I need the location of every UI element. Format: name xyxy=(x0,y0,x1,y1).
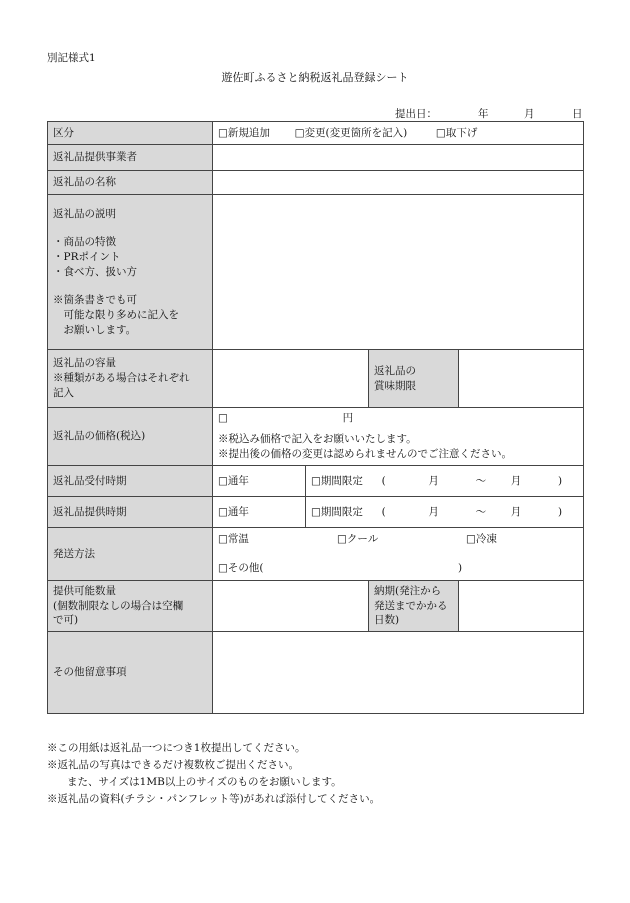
description-row xyxy=(48,195,584,350)
date-day-label: 日 xyxy=(572,108,583,120)
product-name-field[interactable] xyxy=(213,171,584,195)
quantity-row xyxy=(48,581,584,632)
supply-tilde: ～ xyxy=(475,505,487,518)
shipping-options xyxy=(213,528,584,581)
acceptance-period-row xyxy=(48,466,584,497)
price-label: 返礼品の価格(税込) xyxy=(48,408,213,466)
acceptance-limited-cell xyxy=(306,466,584,497)
supply-year-round-checkbox[interactable]: □通年 xyxy=(213,497,306,528)
quantity-label xyxy=(48,581,213,632)
remarks-field[interactable] xyxy=(213,632,584,714)
lead-time-label-line: 納期(発注から xyxy=(374,584,442,597)
category-options xyxy=(213,122,584,145)
date-year-label: 年 xyxy=(478,108,489,120)
description-label-line: ※箇条書きでも可 xyxy=(53,294,137,307)
provider-label: 返礼品提供事業者 xyxy=(48,145,213,171)
shipping-frozen-checkbox[interactable]: □冷凍 xyxy=(466,533,497,545)
price-yen-unit: 円 xyxy=(342,412,354,425)
quantity-label-line: で可) xyxy=(53,614,79,627)
price-row xyxy=(48,408,584,466)
supply-limited-cell xyxy=(306,497,584,528)
capacity-label-line: 記入 xyxy=(53,386,74,399)
note-one-sheet-per-item: ※この用紙は返礼品一つにつき1枚提出してください。 xyxy=(47,742,306,754)
description-label-line: 返礼品の説明 xyxy=(53,207,116,220)
category-new-checkbox[interactable]: □新規追加 xyxy=(218,126,270,139)
acceptance-paren-open: ( xyxy=(381,474,386,487)
supply-start-month: 月 xyxy=(428,505,439,518)
quantity-label-line: (個数制限なしの場合は空欄 xyxy=(53,599,184,612)
price-checkbox[interactable]: □ xyxy=(218,412,228,425)
quantity-label-line: 提供可能数量 xyxy=(53,584,116,597)
product-name-row xyxy=(48,171,584,195)
supply-period-row xyxy=(48,497,584,528)
product-name-label: 返礼品の名称 xyxy=(48,171,213,195)
acceptance-end-month: 月 xyxy=(510,474,522,487)
description-label-line: お願いします。 xyxy=(53,323,137,336)
lead-time-field[interactable] xyxy=(459,581,584,632)
supply-limited-checkbox[interactable]: □期間限定 xyxy=(311,505,363,518)
lead-time-label xyxy=(369,581,459,632)
expiry-label xyxy=(369,350,459,408)
price-field xyxy=(213,408,584,466)
provider-row xyxy=(48,145,584,171)
shipping-other-checkbox[interactable]: □その他( xyxy=(218,562,264,574)
category-label: 区分 xyxy=(48,122,213,145)
note-photo-size: また、サイズは1MB以上のサイズのものをお願いします。 xyxy=(67,776,342,788)
shipping-row xyxy=(48,528,584,581)
capacity-label-line: ※種類がある場合はそれぞれ xyxy=(53,372,190,385)
lead-time-label-line: 発送までかかる xyxy=(374,599,448,612)
expiry-label-line: 返礼品の xyxy=(374,364,416,377)
expiry-field[interactable] xyxy=(459,350,584,408)
shipping-other-close: ) xyxy=(458,562,463,574)
note-attach-materials: ※返礼品の資料(チラシ・パンフレット等)があれば添付してください。 xyxy=(47,793,381,805)
acceptance-limited-checkbox[interactable]: □期間限定 xyxy=(311,474,363,487)
acceptance-start-month: 月 xyxy=(428,474,439,487)
acceptance-tilde: ～ xyxy=(475,474,487,487)
description-label-line: ・PRポイント xyxy=(53,250,121,263)
description-label-line: ・食べ方、扱い方 xyxy=(53,265,137,278)
note-multiple-photos: ※返礼品の写真はできるだけ複数枚ご提出ください。 xyxy=(47,759,299,771)
capacity-label xyxy=(48,350,213,408)
acceptance-period-label: 返礼品受付時期 xyxy=(48,466,213,497)
shipping-room-temp-checkbox[interactable]: □常温 xyxy=(218,533,249,545)
category-withdraw-checkbox[interactable]: □取下げ xyxy=(435,126,478,139)
price-note-change: ※提出後の価格の変更は認められませんのでご注意ください。 xyxy=(218,447,512,460)
capacity-row xyxy=(48,350,584,408)
description-label-line: 可能な限り多めに記入を xyxy=(53,309,179,322)
submission-date-label: 提出日： xyxy=(395,108,437,120)
description-label-line: ・商品の特徴 xyxy=(53,236,116,249)
price-note-tax: ※税込み価格で記入をお願いいたします。 xyxy=(218,433,417,446)
lead-time-label-line: 日数) xyxy=(374,614,400,627)
shipping-label: 発送方法 xyxy=(48,528,213,581)
document-title: 遊佐町ふるさと納税返礼品登録シート xyxy=(221,71,409,84)
shipping-cool-checkbox[interactable]: □クール xyxy=(337,533,379,545)
footer-notes xyxy=(47,740,380,808)
quantity-field[interactable] xyxy=(213,581,369,632)
expiry-label-line: 賞味期限 xyxy=(374,379,416,392)
supply-paren-open: ( xyxy=(381,505,386,518)
description-label xyxy=(48,195,213,350)
capacity-label-line: 返礼品の容量 xyxy=(53,357,116,370)
supply-end-month: 月 xyxy=(510,505,522,518)
capacity-field[interactable] xyxy=(213,350,369,408)
form-number-label: 別記様式1 xyxy=(47,52,96,64)
acceptance-paren-close: ) xyxy=(557,474,563,487)
remarks-row xyxy=(48,632,584,714)
supply-period-label: 返礼品提供時期 xyxy=(48,497,213,528)
description-field[interactable] xyxy=(213,195,584,350)
category-change-checkbox[interactable]: □変更(変更箇所を記入) xyxy=(294,126,408,139)
remarks-label: その他留意事項 xyxy=(48,632,213,714)
date-month-label: 月 xyxy=(524,108,535,120)
category-row xyxy=(48,122,584,145)
registration-form-table xyxy=(47,121,584,714)
supply-paren-close: ) xyxy=(557,505,563,518)
acceptance-year-round-checkbox[interactable]: □通年 xyxy=(213,466,306,497)
provider-field[interactable] xyxy=(213,145,584,171)
